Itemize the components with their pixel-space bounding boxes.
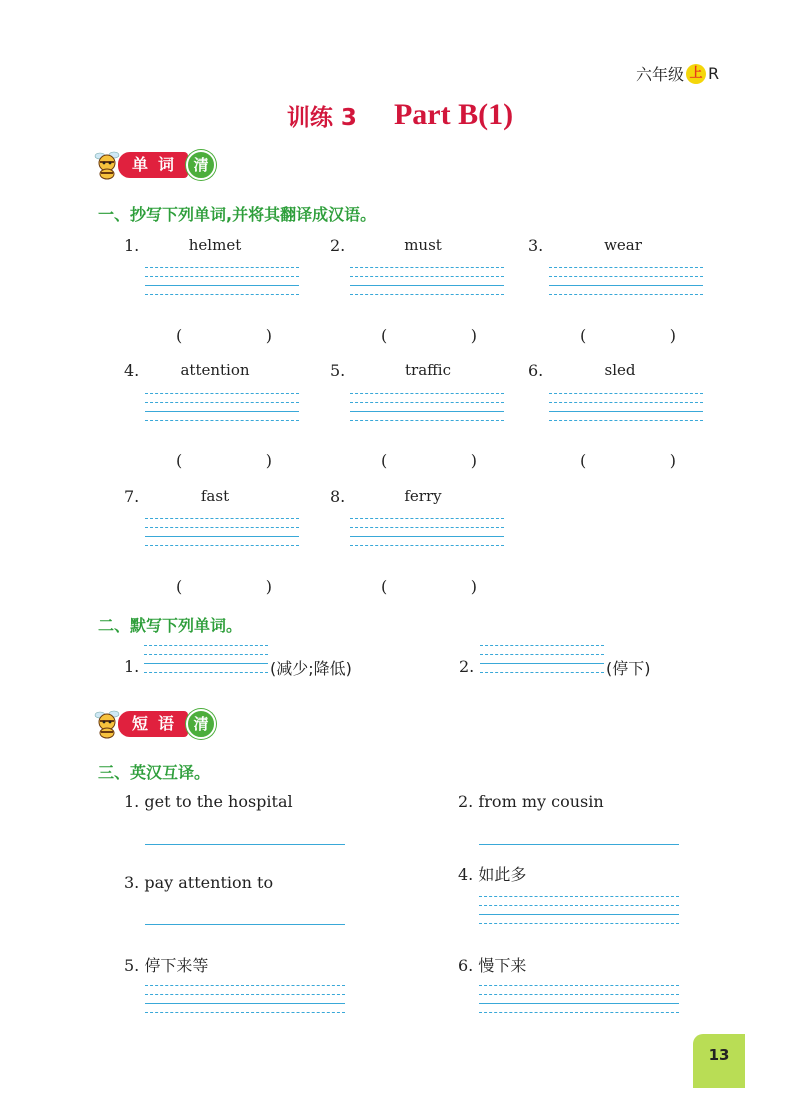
s1-translation-blank[interactable]: ( )	[176, 577, 272, 596]
s1-translation-blank[interactable]: ( )	[381, 577, 477, 596]
s1-writing-lines[interactable]	[350, 393, 504, 433]
s1-writing-lines[interactable]	[145, 267, 299, 307]
s2-item-hint: (减少;降低)	[270, 659, 352, 678]
s3-item: 1. get to the hospital	[124, 792, 293, 811]
s1-writing-lines[interactable]	[549, 267, 703, 307]
s1-item-num: 6.	[528, 361, 544, 380]
s3-item: 3. pay attention to	[124, 873, 274, 892]
s1-translation-blank[interactable]: ( )	[580, 451, 676, 470]
phrases-banner	[92, 709, 216, 739]
s1-item-num: 7.	[124, 487, 140, 506]
s1-item-word: ferry	[404, 487, 442, 505]
s3-writing-lines[interactable]	[479, 985, 679, 1025]
s1-item-num: 8.	[330, 487, 346, 506]
s2-item-hint: (停下)	[606, 659, 651, 678]
s1-item-word: helmet	[188, 236, 242, 254]
phrases-banner-badge: 清	[186, 709, 216, 739]
s3-item: 6. 慢下来	[458, 956, 527, 975]
phrases-banner-label: 短语	[118, 711, 188, 737]
s3-item: 2. from my cousin	[458, 792, 604, 811]
grade-label	[636, 62, 719, 85]
grade-suffix: R	[708, 64, 720, 83]
s3-writing-lines[interactable]	[479, 896, 679, 936]
s1-item-word: fast	[200, 487, 230, 505]
s1-translation-blank[interactable]: ( )	[176, 326, 272, 345]
s1-translation-blank[interactable]: ( )	[381, 451, 477, 470]
section3-heading: 三、英汉互译。	[98, 763, 211, 782]
words-banner	[92, 150, 216, 180]
section1-heading: 一、抄写下列单词,并将其翻译成汉语。	[98, 205, 377, 224]
section2-heading: 二、默写下列单词。	[98, 616, 243, 635]
s1-item-word: sled	[604, 361, 636, 379]
page-number: 13	[693, 1034, 745, 1088]
grade-badge: 上	[686, 64, 706, 84]
s3-item: 5. 停下来等	[124, 956, 209, 975]
s2-writing-lines[interactable]	[480, 645, 604, 685]
s1-item-num: 1.	[124, 236, 140, 255]
s1-item-num: 2.	[330, 236, 346, 255]
s3-item: 4. 如此多	[458, 865, 527, 884]
s1-writing-lines[interactable]	[145, 393, 299, 433]
words-banner-label: 单词	[118, 152, 188, 178]
s1-item-num: 4.	[124, 361, 140, 380]
s2-writing-lines[interactable]	[144, 645, 268, 685]
s1-writing-lines[interactable]	[350, 518, 504, 558]
s1-writing-lines[interactable]	[145, 518, 299, 558]
s1-writing-lines[interactable]	[549, 393, 703, 433]
s3-writing-lines[interactable]	[145, 985, 345, 1025]
s3-answer-line[interactable]	[145, 924, 345, 925]
page-title	[0, 98, 800, 132]
title-lesson: 训练 3	[286, 104, 357, 131]
title-part: Part B(1)	[393, 98, 514, 131]
s2-item-num: 2.	[459, 657, 475, 676]
s1-item-word: traffic	[405, 361, 451, 379]
s1-item-word: must	[404, 236, 442, 254]
words-banner-badge: 清	[186, 150, 216, 180]
s3-answer-line[interactable]	[145, 844, 345, 845]
s1-translation-blank[interactable]: ( )	[381, 326, 477, 345]
s1-translation-blank[interactable]: ( )	[176, 451, 272, 470]
s2-item-num: 1.	[124, 657, 140, 676]
s3-answer-line[interactable]	[479, 844, 679, 845]
s1-item-num: 5.	[330, 361, 346, 380]
s1-writing-lines[interactable]	[350, 267, 504, 307]
s1-translation-blank[interactable]: ( )	[580, 326, 676, 345]
s1-item-word: wear	[604, 236, 642, 254]
s1-item-num: 3.	[528, 236, 544, 255]
grade-prefix: 六年级	[636, 65, 685, 84]
s1-item-word: attention	[180, 361, 250, 379]
